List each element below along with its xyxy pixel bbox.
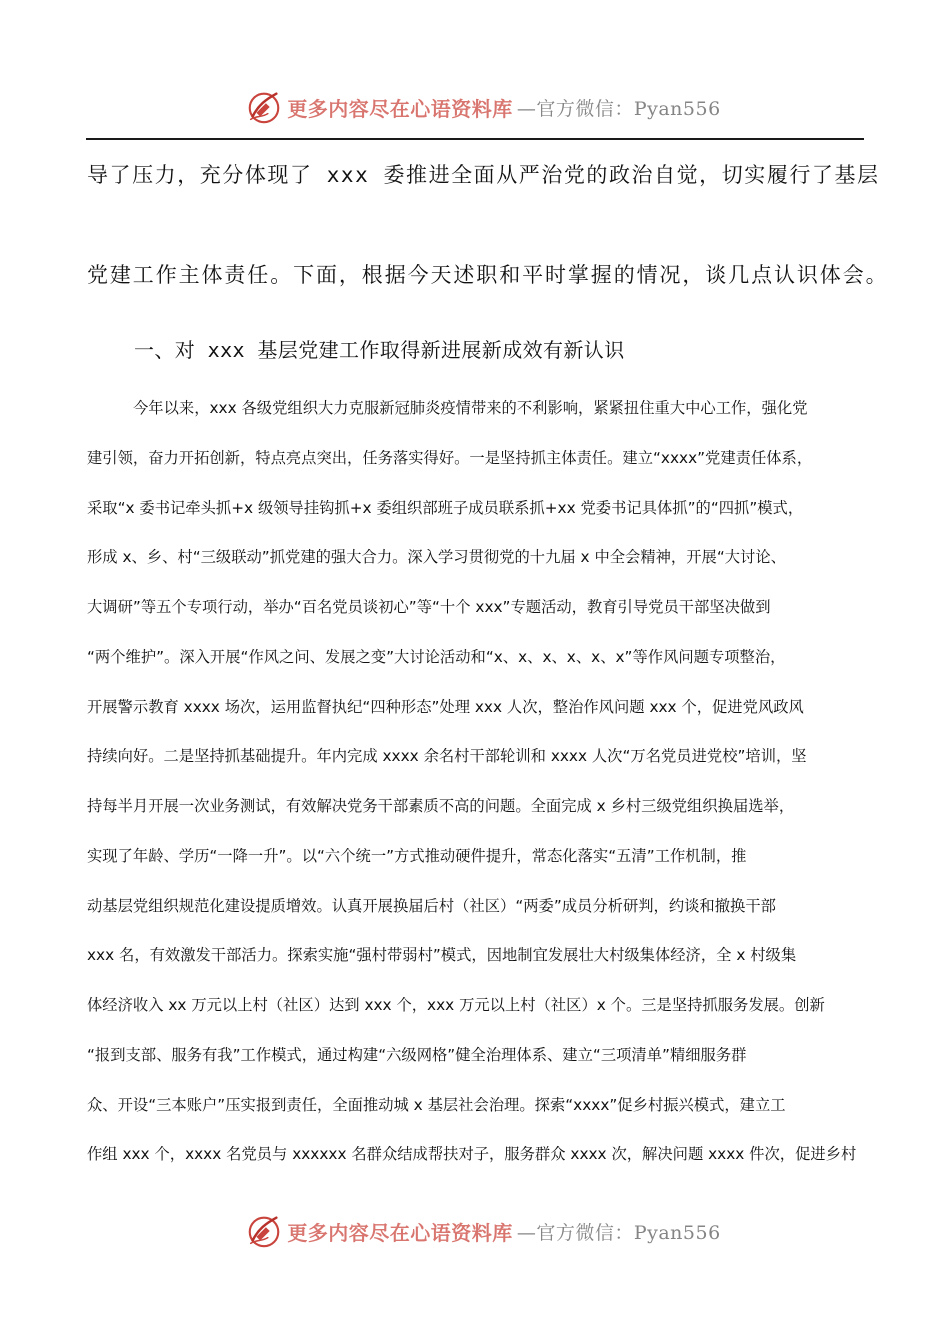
- footer-banner-content: [245, 1212, 720, 1250]
- paragraph-line: 体经济收入 xx 万元以上村（社区）达到 xxx 个，xxx 万元以上村（社区）x 个。三是坚持抓服务发展。创新: [87, 996, 825, 1014]
- header-divider: [86, 138, 864, 140]
- paragraph-line: 众、开设“三本账户”压实报到责任，全面推动城 x 基层社会治理。探索“xxxx”促乡村振兴模式，建立工: [87, 1095, 786, 1114]
- header-banner-content: [245, 88, 720, 126]
- footer-banner: [0, 1206, 950, 1256]
- paragraph-line: 大调研”等五个专项行动，举办“百名党员谈初心”等“十个 xxx”专题活动，教育引导党员干部坚决做到: [87, 598, 771, 616]
- paragraph-line: xxx 名，有效激发干部活力。探索实施“强村带弱村”模式，因地制宜发展壮大村级集体经济，全 x 村级集: [87, 946, 797, 965]
- paragraph-line: 采取“x 委书记牵头抓+x 级领导挂钩抓+x 委组织部班子成员联系抓+xx 党委书记具体抓”的“四抓”模式，: [87, 498, 804, 517]
- pen-signature-icon: [245, 1212, 283, 1250]
- intro-line-1: 导了压力，充分体现了 xxx 委推进全面从严治党的政治自觉，切实履行了基层: [87, 163, 880, 187]
- header-banner: [0, 82, 950, 132]
- paragraph-line: 开展警示教育 xxxx 场次，运用监督执纪“四种形态”处理 xxx 人次，整治作风问题 xxx 个，促进党风政风: [87, 697, 804, 716]
- paragraph-line: 持续向好。二是坚持抓基础提升。年内完成 xxxx 余名村干部轮训和 xxxx 人次“万名党员进党校”培训，坚: [87, 747, 807, 766]
- paragraph-line: 今年以来，xxx 各级党组织大力克服新冠肺炎疫情带来的不利影响，紧紧扭住重大中心工作，强化党: [133, 399, 808, 417]
- banner-wechat-id: —官方微信：Pyan556: [516, 97, 721, 120]
- paragraph-line: “两个维护”。深入开展“作风之问、发展之变”大讨论活动和“x、x、x、x、x、x”等作风问题专项整治，: [87, 647, 786, 666]
- intro-line-2: 党建工作主体责任。下面，根据今天述职和平时掌握的情况，谈几点认识体会。: [87, 263, 889, 287]
- section-heading: 一、对 xxx 基层党建工作取得新进展新成效有新认识: [134, 338, 625, 362]
- paragraph-line: 持每半月开展一次业务测试，有效解决党务干部素质不高的问题。全面完成 x 乡村三级党组织换届选举，: [87, 797, 795, 815]
- paragraph-line: 动基层党组织规范化建设提质增效。认真开展换届后村（社区）“两委”成员分析研判，约谈和撤换干部: [87, 896, 776, 915]
- banner-site-name: 更多内容尽在心语资料库: [287, 96, 513, 121]
- paragraph-line: “报到支部、服务有我”工作模式，通过构建“六级网格”健全治理体系、建立“三项清单”精细服务群: [87, 1045, 747, 1064]
- pen-signature-icon: [245, 88, 283, 126]
- paragraph-line: 作组 xxx 个，xxxx 名党员与 xxxxxx 名群众结成帮扶对子，服务群众 xxxx 次，解决问题 xxxx 件次，促进乡村: [87, 1145, 857, 1164]
- paragraph-line: 形成 x、乡、村“三级联动”抓党建的强大合力。深入学习贯彻党的十九届 x 中全会精神，开展“大讨论、: [87, 548, 786, 567]
- body-paragraph: [87, 395, 863, 1191]
- paragraph-line: 建引领，奋力开拓创新，特点亮点突出，任务落实得好。一是坚持抓主体责任。建立“xxxx”党建责任体系，: [87, 448, 813, 467]
- banner-wechat-id: —官方微信：Pyan556: [516, 1221, 721, 1244]
- paragraph-line: 实现了年龄、学历“一降一升”。以“六个统一”方式推动硬件提升，常态化落实“五清”工作机制，推: [87, 846, 747, 865]
- banner-site-name: 更多内容尽在心语资料库: [287, 1220, 513, 1245]
